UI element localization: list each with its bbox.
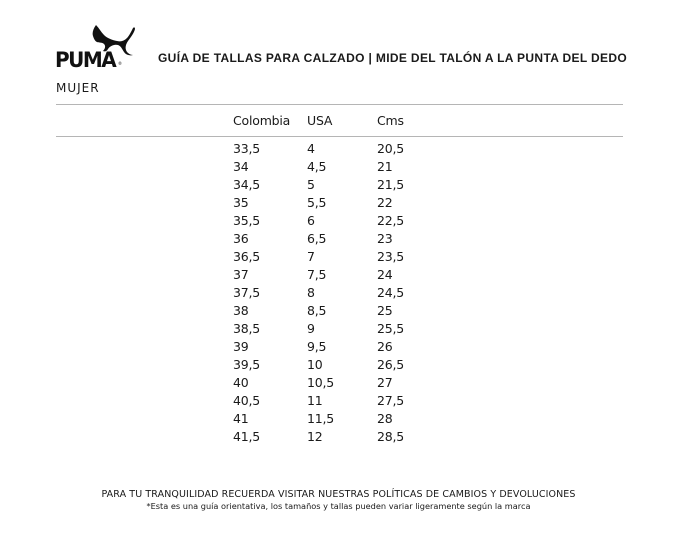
- cell-cms: 25: [377, 303, 393, 318]
- table-row: [0, 230, 677, 248]
- table-row: [0, 140, 677, 158]
- cell-colombia: 35,5: [233, 213, 261, 228]
- cell-cms: 20,5: [377, 141, 405, 156]
- cell-cms: 23,5: [377, 249, 405, 264]
- cell-cms: 26: [377, 339, 393, 354]
- cell-cms: 27: [377, 375, 393, 390]
- size-table: [0, 140, 677, 446]
- cell-usa: 11: [307, 393, 323, 408]
- cell-usa: 6,5: [307, 231, 327, 246]
- table-row: [0, 410, 677, 428]
- divider-header: [56, 136, 623, 137]
- cell-cms: 27,5: [377, 393, 405, 408]
- cell-cms: 21: [377, 159, 393, 174]
- cell-colombia: 36: [233, 231, 249, 246]
- cell-usa: 8: [307, 285, 315, 300]
- cell-colombia: 37,5: [233, 285, 261, 300]
- table-row: [0, 194, 677, 212]
- cell-cms: 22: [377, 195, 393, 210]
- cell-colombia: 39: [233, 339, 249, 354]
- table-row: [0, 302, 677, 320]
- cell-usa: 5: [307, 177, 315, 192]
- table-row: [0, 176, 677, 194]
- puma-logo: [54, 24, 140, 68]
- cell-colombia: 36,5: [233, 249, 261, 264]
- cell-cms: 25,5: [377, 321, 405, 336]
- size-disclaimer: *Esta es una guía orientativa, los tamaños y tallas pueden variar ligeramente según la marca: [146, 501, 531, 511]
- cell-cms: 24,5: [377, 285, 405, 300]
- column-header-colombia: Colombia: [233, 113, 291, 128]
- section-label-mujer: MUJER: [56, 81, 100, 95]
- table-row: [0, 374, 677, 392]
- svg-text:PUMA: PUMA: [55, 47, 116, 68]
- cell-usa: 10,5: [307, 375, 335, 390]
- cell-cms: 28: [377, 411, 393, 426]
- cell-usa: 4: [307, 141, 315, 156]
- cell-colombia: 34,5: [233, 177, 261, 192]
- column-header-usa: USA: [307, 113, 333, 128]
- cell-usa: 4,5: [307, 159, 327, 174]
- table-row: [0, 428, 677, 446]
- cell-usa: 6: [307, 213, 315, 228]
- table-row: [0, 338, 677, 356]
- cell-cms: 22,5: [377, 213, 405, 228]
- divider-top: [56, 104, 623, 105]
- table-row: [0, 158, 677, 176]
- cell-usa: 5,5: [307, 195, 327, 210]
- cell-colombia: 41: [233, 411, 249, 426]
- cell-colombia: 37: [233, 267, 249, 282]
- cell-usa: 10: [307, 357, 323, 372]
- table-row: [0, 248, 677, 266]
- table-row: [0, 212, 677, 230]
- cell-colombia: 35: [233, 195, 249, 210]
- cell-colombia: 40,5: [233, 393, 261, 408]
- cell-usa: 11,5: [307, 411, 335, 426]
- svg-text:®: ®: [118, 61, 122, 66]
- cell-usa: 7: [307, 249, 315, 264]
- cell-cms: 24: [377, 267, 393, 282]
- cell-colombia: 34: [233, 159, 249, 174]
- cell-colombia: 33,5: [233, 141, 261, 156]
- cell-usa: 12: [307, 429, 323, 444]
- cell-cms: 28,5: [377, 429, 405, 444]
- column-header-cms: Cms: [377, 113, 404, 128]
- table-row: [0, 266, 677, 284]
- cell-cms: 21,5: [377, 177, 405, 192]
- table-row: [0, 392, 677, 410]
- cell-colombia: 39,5: [233, 357, 261, 372]
- cell-colombia: 40: [233, 375, 249, 390]
- table-row: [0, 284, 677, 302]
- table-row: [0, 356, 677, 374]
- puma-cat-icon: [54, 24, 140, 68]
- cell-colombia: 38,5: [233, 321, 261, 336]
- cell-colombia: 41,5: [233, 429, 261, 444]
- cell-cms: 23: [377, 231, 393, 246]
- cell-usa: 7,5: [307, 267, 327, 282]
- returns-policy-notice: PARA TU TRANQUILIDAD RECUERDA VISITAR NUESTRAS POLÍTICAS DE CAMBIOS Y DEVOLUCIONES: [101, 489, 576, 500]
- cell-cms: 26,5: [377, 357, 405, 372]
- page-title: GUÍA DE TALLAS PARA CALZADO | MIDE DEL TALÓN A LA PUNTA DEL DEDO: [158, 51, 628, 65]
- cell-usa: 8,5: [307, 303, 327, 318]
- cell-usa: 9: [307, 321, 315, 336]
- cell-colombia: 38: [233, 303, 249, 318]
- cell-usa: 9,5: [307, 339, 327, 354]
- table-row: [0, 320, 677, 338]
